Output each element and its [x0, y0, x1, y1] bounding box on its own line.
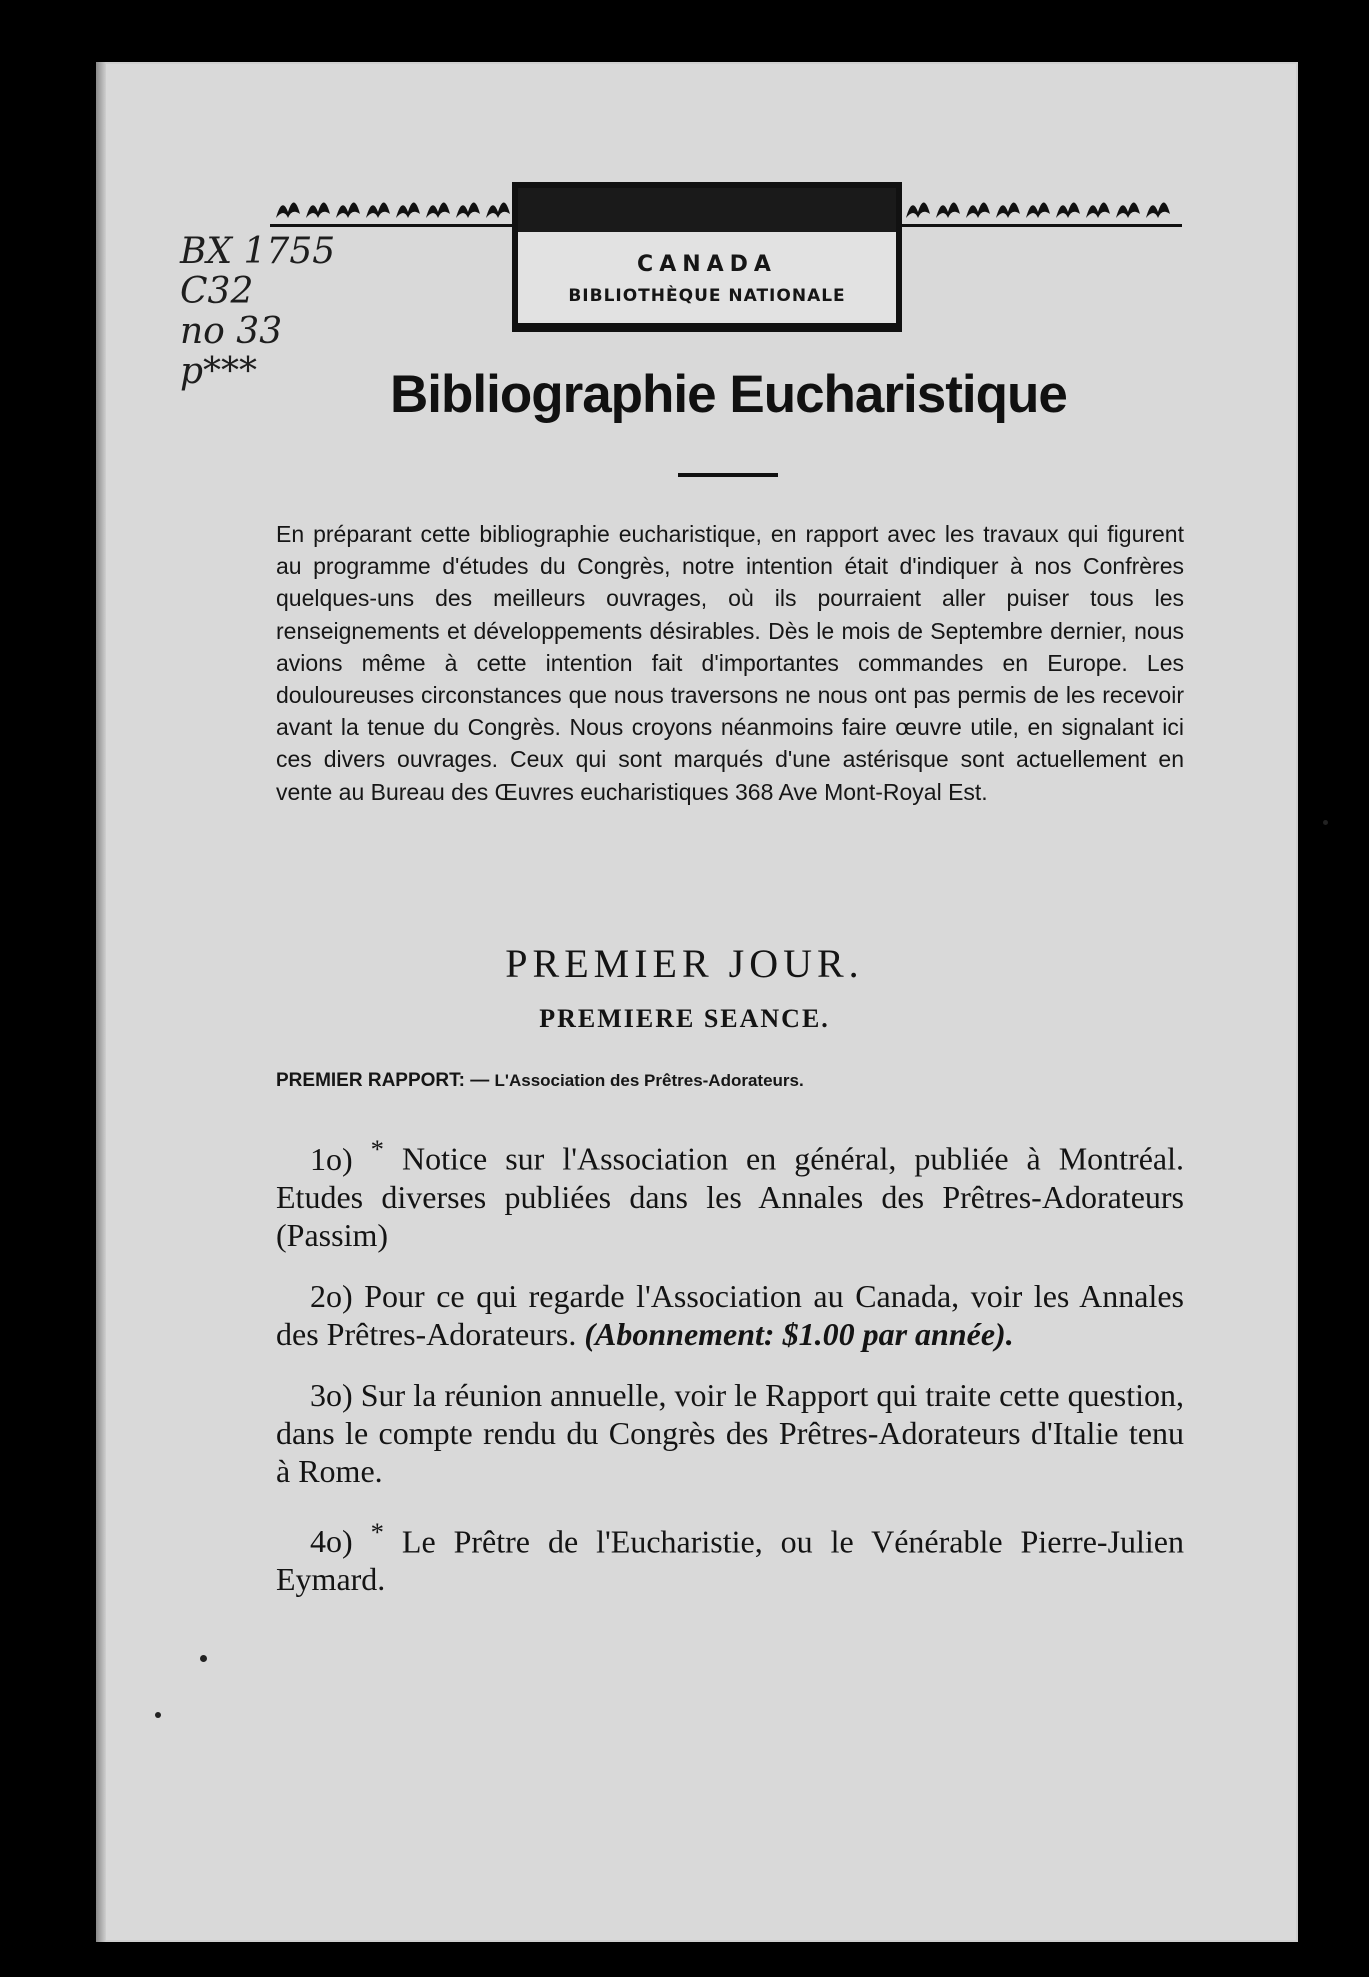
- item-number: 2o): [310, 1277, 353, 1314]
- ornament-leaf: [1086, 202, 1110, 218]
- ornament-leaf: [966, 202, 990, 218]
- ornament-leaf: [486, 202, 510, 218]
- scan-speck: [200, 1655, 207, 1662]
- ornament-leaf: [996, 202, 1020, 218]
- title-rule: [678, 473, 778, 477]
- day-heading: PREMIER JOUR.: [505, 941, 864, 986]
- ornament-leaf: [906, 202, 930, 218]
- list-item: [276, 1277, 1184, 1353]
- ornament-leaf: [276, 202, 300, 218]
- ornament-leaf: [426, 202, 450, 218]
- ornament-leaf: [936, 202, 960, 218]
- ornament-leaf: [456, 202, 480, 218]
- ornament-leaf: [366, 202, 390, 218]
- item-text: Notice sur l'Association en général, publiée à Montréal. Etudes diverses publiées dans les Annales des Prêtres-Adorateurs (Passim): [276, 1140, 1185, 1253]
- bibliography-list: [276, 1130, 1184, 1621]
- library-stamp: [512, 182, 902, 332]
- handwritten-call-number: [180, 232, 335, 392]
- list-item: [276, 1513, 1184, 1599]
- rapport-title: L'Association des Prêtres-Adorateurs.: [494, 1071, 804, 1090]
- rapport-label: PREMIER RAPPORT: —: [276, 1070, 490, 1091]
- asterisk-mark: *: [370, 1516, 384, 1547]
- call-number-line: C32: [180, 271, 254, 312]
- item-text: Pour ce qui regarde l'Association au Canada, voir les Annales des Prêtres-Adorateurs.: [276, 1277, 1185, 1352]
- stamp-line-1: CANADA: [637, 252, 777, 277]
- call-number-line: BX 1755: [180, 231, 336, 272]
- page-edge: [96, 62, 106, 1942]
- scan-speck: [1323, 820, 1328, 825]
- scan-speck: [155, 1712, 161, 1718]
- asterisk-mark: *: [370, 1134, 384, 1164]
- ornament-leaf: [396, 202, 420, 218]
- item-number: 1o): [310, 1140, 353, 1177]
- ornament-leaf: [1026, 202, 1050, 218]
- ornament-leaf: [1056, 202, 1080, 218]
- ornament-leaf: [1146, 202, 1170, 218]
- list-item: [276, 1376, 1184, 1490]
- item-number: 4o): [310, 1523, 353, 1560]
- call-number-line: p***: [180, 351, 258, 392]
- call-number-line: no 33: [180, 311, 283, 352]
- intro-paragraph: En préparant cette bibliographie eucharistique, en rapport avec les travaux qui figurent au programme d'études du Congrès, notre intention était d'indiquer à nos Confrères quelques-uns des meilleurs ouvrages, où ils pourraient aller puiser tous les renseignements et développements désirables. Dès le mois de Septembre dernier, nous avions même à cette intention fait d'importantes commandes en Europe. Les douloureuses circonstances que nous traversons ne nous ont pas permis de les recevoir avant la tenue du Congrès. Nous croyons néanmoins faire œuvre utile, en signalant ici ces divers ouvrages. Ceux qui sont marqués d'une astérisque sont actuellement en vente au Bureau des Œuvres eucharistiques 368 Ave Mont-Royal Est.: [276, 521, 1184, 805]
- item-note: (Abonnement: $1.00 par année).: [584, 1315, 1014, 1352]
- ornament-leaf: [306, 202, 330, 218]
- item-text: Sur la réunion annuelle, voir le Rapport qui traite cette question, dans le compte rendu du Congrès des Prêtres-Adorateurs d'Italie tenu à Rome.: [276, 1376, 1185, 1489]
- list-item: [276, 1130, 1184, 1254]
- rapport-line: [276, 1070, 1184, 1092]
- item-number: 3o): [310, 1376, 353, 1413]
- document-title: Bibliographie Eucharistique: [390, 365, 1067, 424]
- stamp-line-2: BIBLIOTHÈQUE NATIONALE: [568, 286, 846, 306]
- ornament-leaf: [1116, 202, 1140, 218]
- stamp-header-band: [518, 188, 896, 232]
- item-text: Le Prêtre de l'Eucharistie, ou le Vénérable Pierre-Julien Eymard.: [276, 1523, 1184, 1598]
- seance-heading: PREMIERE SEANCE.: [539, 1004, 830, 1033]
- ornament-leaf: [336, 202, 360, 218]
